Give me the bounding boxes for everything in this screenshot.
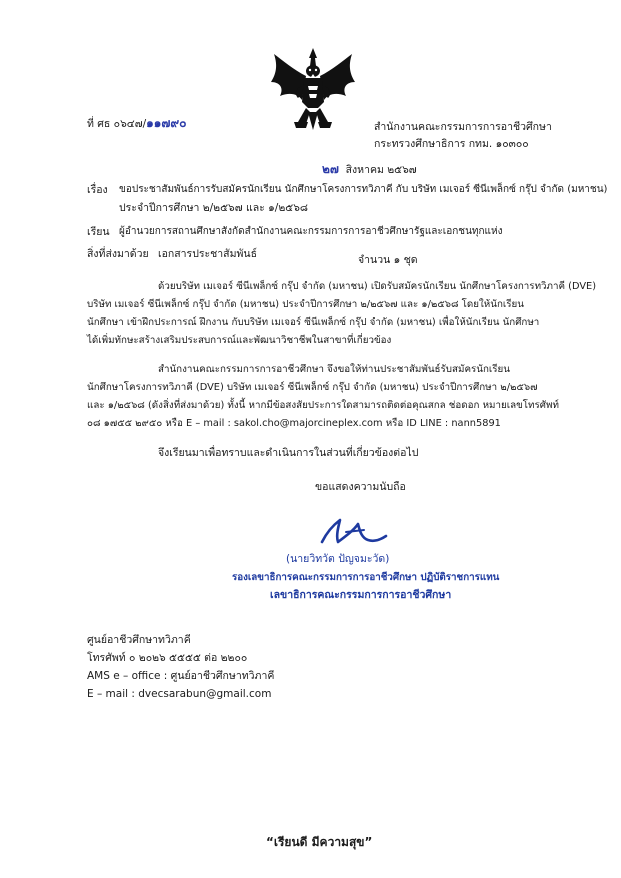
para2-line-2: นักศึกษาโครงการทวิภาคี (DVE) บริษัท เมเจอร์ ซีนีเพล็กซ์ กรุ๊ป จำกัด (มหาชน) ประจำปีการศึกษา ๒/๒๕๖๗ — [87, 382, 538, 393]
document-number-prefix: ที่ ศธ ๐๖๔๗/ — [87, 118, 147, 130]
para1-line-3: นักศึกษา เข้าฝึกประการณ์ ฝึกงาน กับบริษัท เมเจอร์ ซีนีเพล็กซ์ กรุ๊ป จำกัด (มหาชน) เพื่อให้นักเรียน นักศึกษา — [87, 317, 540, 328]
signatory-position-1: รองเลขาธิการคณะกรรมการการอาชีวศึกษา ปฏิบัติราชการแทน — [232, 572, 500, 583]
attachment-text: เอกสารประชาสัมพันธ์ — [158, 248, 258, 260]
para1-line-4: ได้เพิ่มทักษะสร้างเสริมประสบการณ์และพัฒนาวิชาชีพในสาขาที่เกี่ยวข้อง — [87, 335, 392, 346]
footer-motto: “เรียนดี มีความสุข” — [266, 835, 373, 849]
document-number — [87, 116, 187, 131]
contact-phone: โทรศัพท์ ๐ ๒๐๒๖ ๕๕๕๕ ต่อ ๒๒๐๐ — [87, 652, 248, 664]
attachment-quantity: จำนวน ๑ ชุด — [358, 254, 418, 266]
para1-line-1: ด้วยบริษัท เมเจอร์ ซีนีเพล็กซ์ กรุ๊ป จำกัด (มหาชน) เปิดรับสมัครนักเรียน นักศึกษาโครงการทวิภาคี (DVE) — [158, 281, 597, 292]
document-date — [322, 162, 417, 177]
attachment-label: สิ่งที่ส่งมาด้วย — [87, 248, 149, 260]
garuda-emblem — [268, 46, 358, 132]
subject-label: เรื่อง — [87, 184, 108, 196]
para2-line-3: และ ๑/๒๕๖๘ (ดังสิ่งที่ส่งมาด้วย) ทั้งนี้ หากมีข้อสงสัยประการใดสามารถติดต่อคุณสกล ช่อดอก หมายเลขโทรศัพท์ — [87, 400, 559, 411]
handwritten-signature — [318, 512, 390, 546]
agency-address: กระทรวงศึกษาธิการ กทม. ๑๐๓๐๐ — [374, 138, 529, 150]
signatory-position-2: เลขาธิการคณะกรรมการการอาชีวศึกษา — [270, 589, 452, 601]
contact-office: ศูนย์อาชีวศึกษาทวิภาคี — [87, 634, 191, 646]
date-month-year: สิงหาคม ๒๕๖๗ — [345, 164, 417, 176]
para1-line-2: บริษัท เมเจอร์ ซีนีเพล็กซ์ กรุ๊ป จำกัด (มหาชน) ประจำปีการศึกษา ๒/๒๕๖๗ และ ๑/๒๕๖๘ โดยให้นักเรียน — [87, 299, 524, 310]
date-day-handwritten: ๒๗ — [322, 162, 339, 176]
recipient-label: เรียน — [87, 226, 110, 238]
subject-line-2: ประจำปีการศึกษา ๒/๒๕๖๗ และ ๑/๒๕๖๘ — [119, 202, 308, 214]
contact-email: E – mail : dvecsarabun@gmail.com — [87, 688, 272, 700]
closing-sentence: จึงเรียนมาเพื่อทราบและดำเนินการในส่วนที่เกี่ยวข้องต่อไป — [158, 447, 419, 459]
signatory-name: (นายวิทวัต ปัญจมะวัด) — [286, 553, 390, 565]
para2-line-4: ๐๘ ๑๗๕๕ ๒๙๕๐ หรือ E – mail : sakol.cho@majorcineplex.com หรือ ID LINE : nann5891 — [87, 418, 501, 429]
contact-ams: AMS e – office : ศูนย์อาชีวศึกษาทวิภาคี — [87, 670, 275, 682]
agency-name: สำนักงานคณะกรรมการการอาชีวศึกษา — [374, 121, 552, 133]
recipient-text: ผู้อำนวยการสถานศึกษาสังกัดสำนักงานคณะกรรมการการอาชีวศึกษารัฐและเอกชนทุกแห่ง — [119, 226, 503, 237]
subject-line-1: ขอประชาสัมพันธ์การรับสมัครนักเรียน นักศึกษาโครงการทวิภาคี กับ บริษัท เมเจอร์ ซีนีเพล็กซ์ กรุ๊ป จำกัด (มหาชน) — [119, 184, 608, 195]
para2-line-1: สำนักงานคณะกรรมการการอาชีวศึกษา จึงขอให้ท่านประชาสัมพันธ์รับสมัครนักเรียน — [158, 364, 510, 375]
salutation: ขอแสดงความนับถือ — [315, 481, 406, 493]
document-number-handwritten: ๑๑๗๙๐ — [146, 116, 187, 130]
